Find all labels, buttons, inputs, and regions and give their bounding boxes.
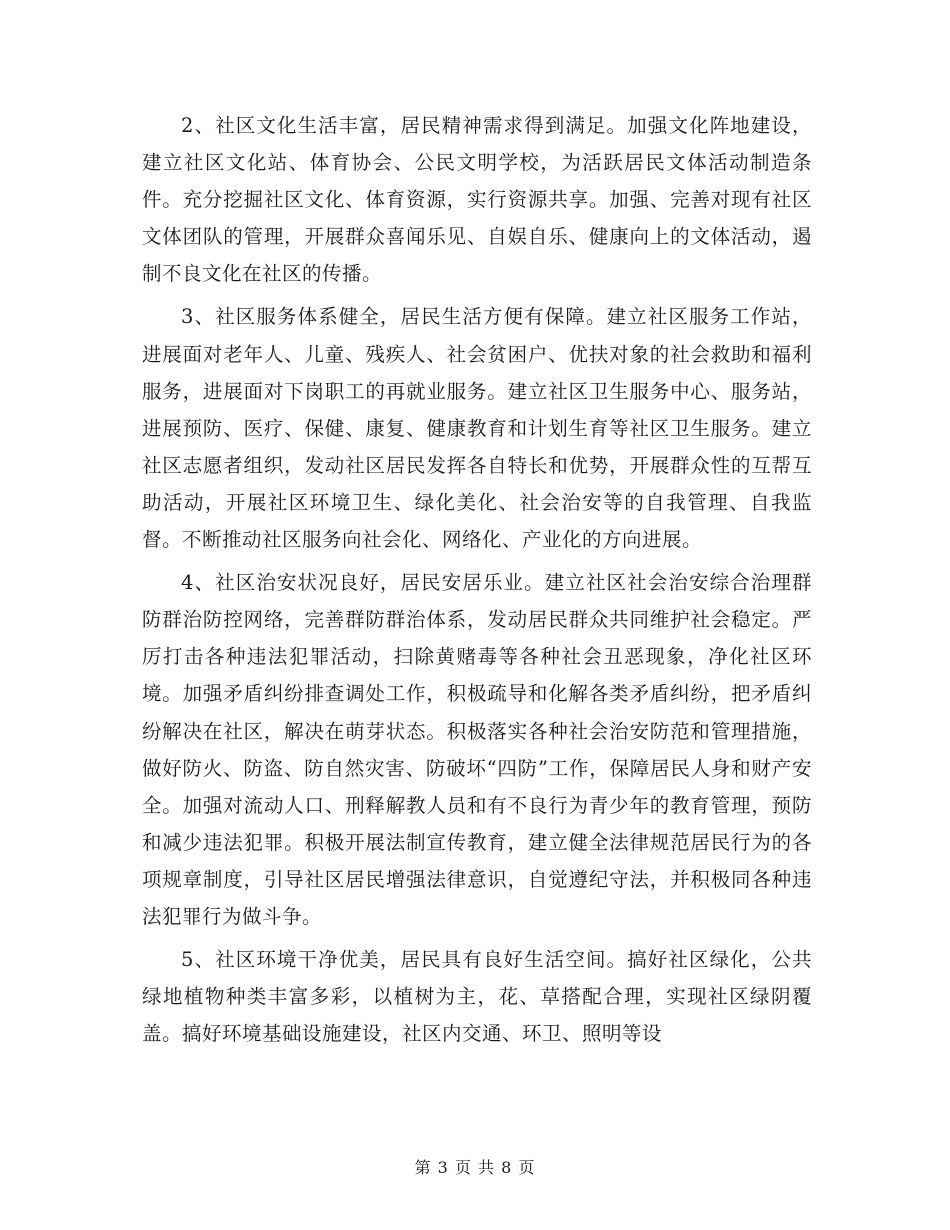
paragraph-services: 3、社区服务体系健全，居民生活方便有保障。建立社区服务工作站，进展面对老年人、儿童、残疾人、社会贫困户、优扶对象的社会救助和福利服务，进展面对下岗职工的再就业服务。建立社区卫生服务中心、服务站，进展预防、医疗、保健、康复、健康教育和计划生育等社区卫生服务。建立社区志愿者组织，发动社区居民发挥各自特长和优势，开展群众性的互帮互助活动，开展社区环境卫生、绿化美化、社会治安等的自我管理、自我监督。不断推动社区服务向社会化、网络化、产业化的方向进展。	[142, 305, 812, 552]
paragraph-public-security: 4、社区治安状况良好，居民安居乐业。建立社区社会治安综合治理群防群治防控网络，完善群防群治体系，发动居民群众共同维护社会稳定。严厉打击各种违法犯罪活动，扫除黄赌毒等各种社会丑恶现象，净化社区环境。加强矛盾纠纷排查调处工作，积极疏导和化解各类矛盾纠纷，把矛盾纠纷解决在社区，解决在萌芽状态。积极落实各种社会治安防范和管理措施，做好防火、防盗、防自然灾害、防破坏“四防”工作，保障居民人身和财产安全。加强对流动人口、刑释解教人员和有不良行为青少年的教育管理，预防和减少违法犯罪。积极开展法制宣传教育，建立健全法律规范居民行为的各项规章制度，引导社区居民增强法律意识，自觉遵纪守法，并积极同各种违法犯罪行为做斗争。	[142, 571, 812, 928]
page-number-footer: 第 3 页 共 8 页	[414, 1158, 536, 1177]
paragraph-environment: 5、社区环境干净优美，居民具有良好生活空间。搞好社区绿化，公共绿地植物种类丰富多彩，以植树为主，花、草搭配合理，实现社区绿阴覆盖。搞好环境基础设施建设，社区内交通、环卫、照明等设	[142, 948, 812, 1046]
paragraph-culture: 2、社区文化生活丰富，居民精神需求得到满足。加强文化阵地建设，建立社区文化站、体育协会、公民文明学校，为活跃居民文体活动制造条件。充分挖掘社区文化、体育资源，实行资源共享。加强、完善对现有社区文体团队的管理，开展群众喜闻乐见、自娱自乐、健康向上的文体活动，遏制不良文化在社区的传播。	[142, 114, 812, 286]
document-body	[142, 107, 812, 1058]
